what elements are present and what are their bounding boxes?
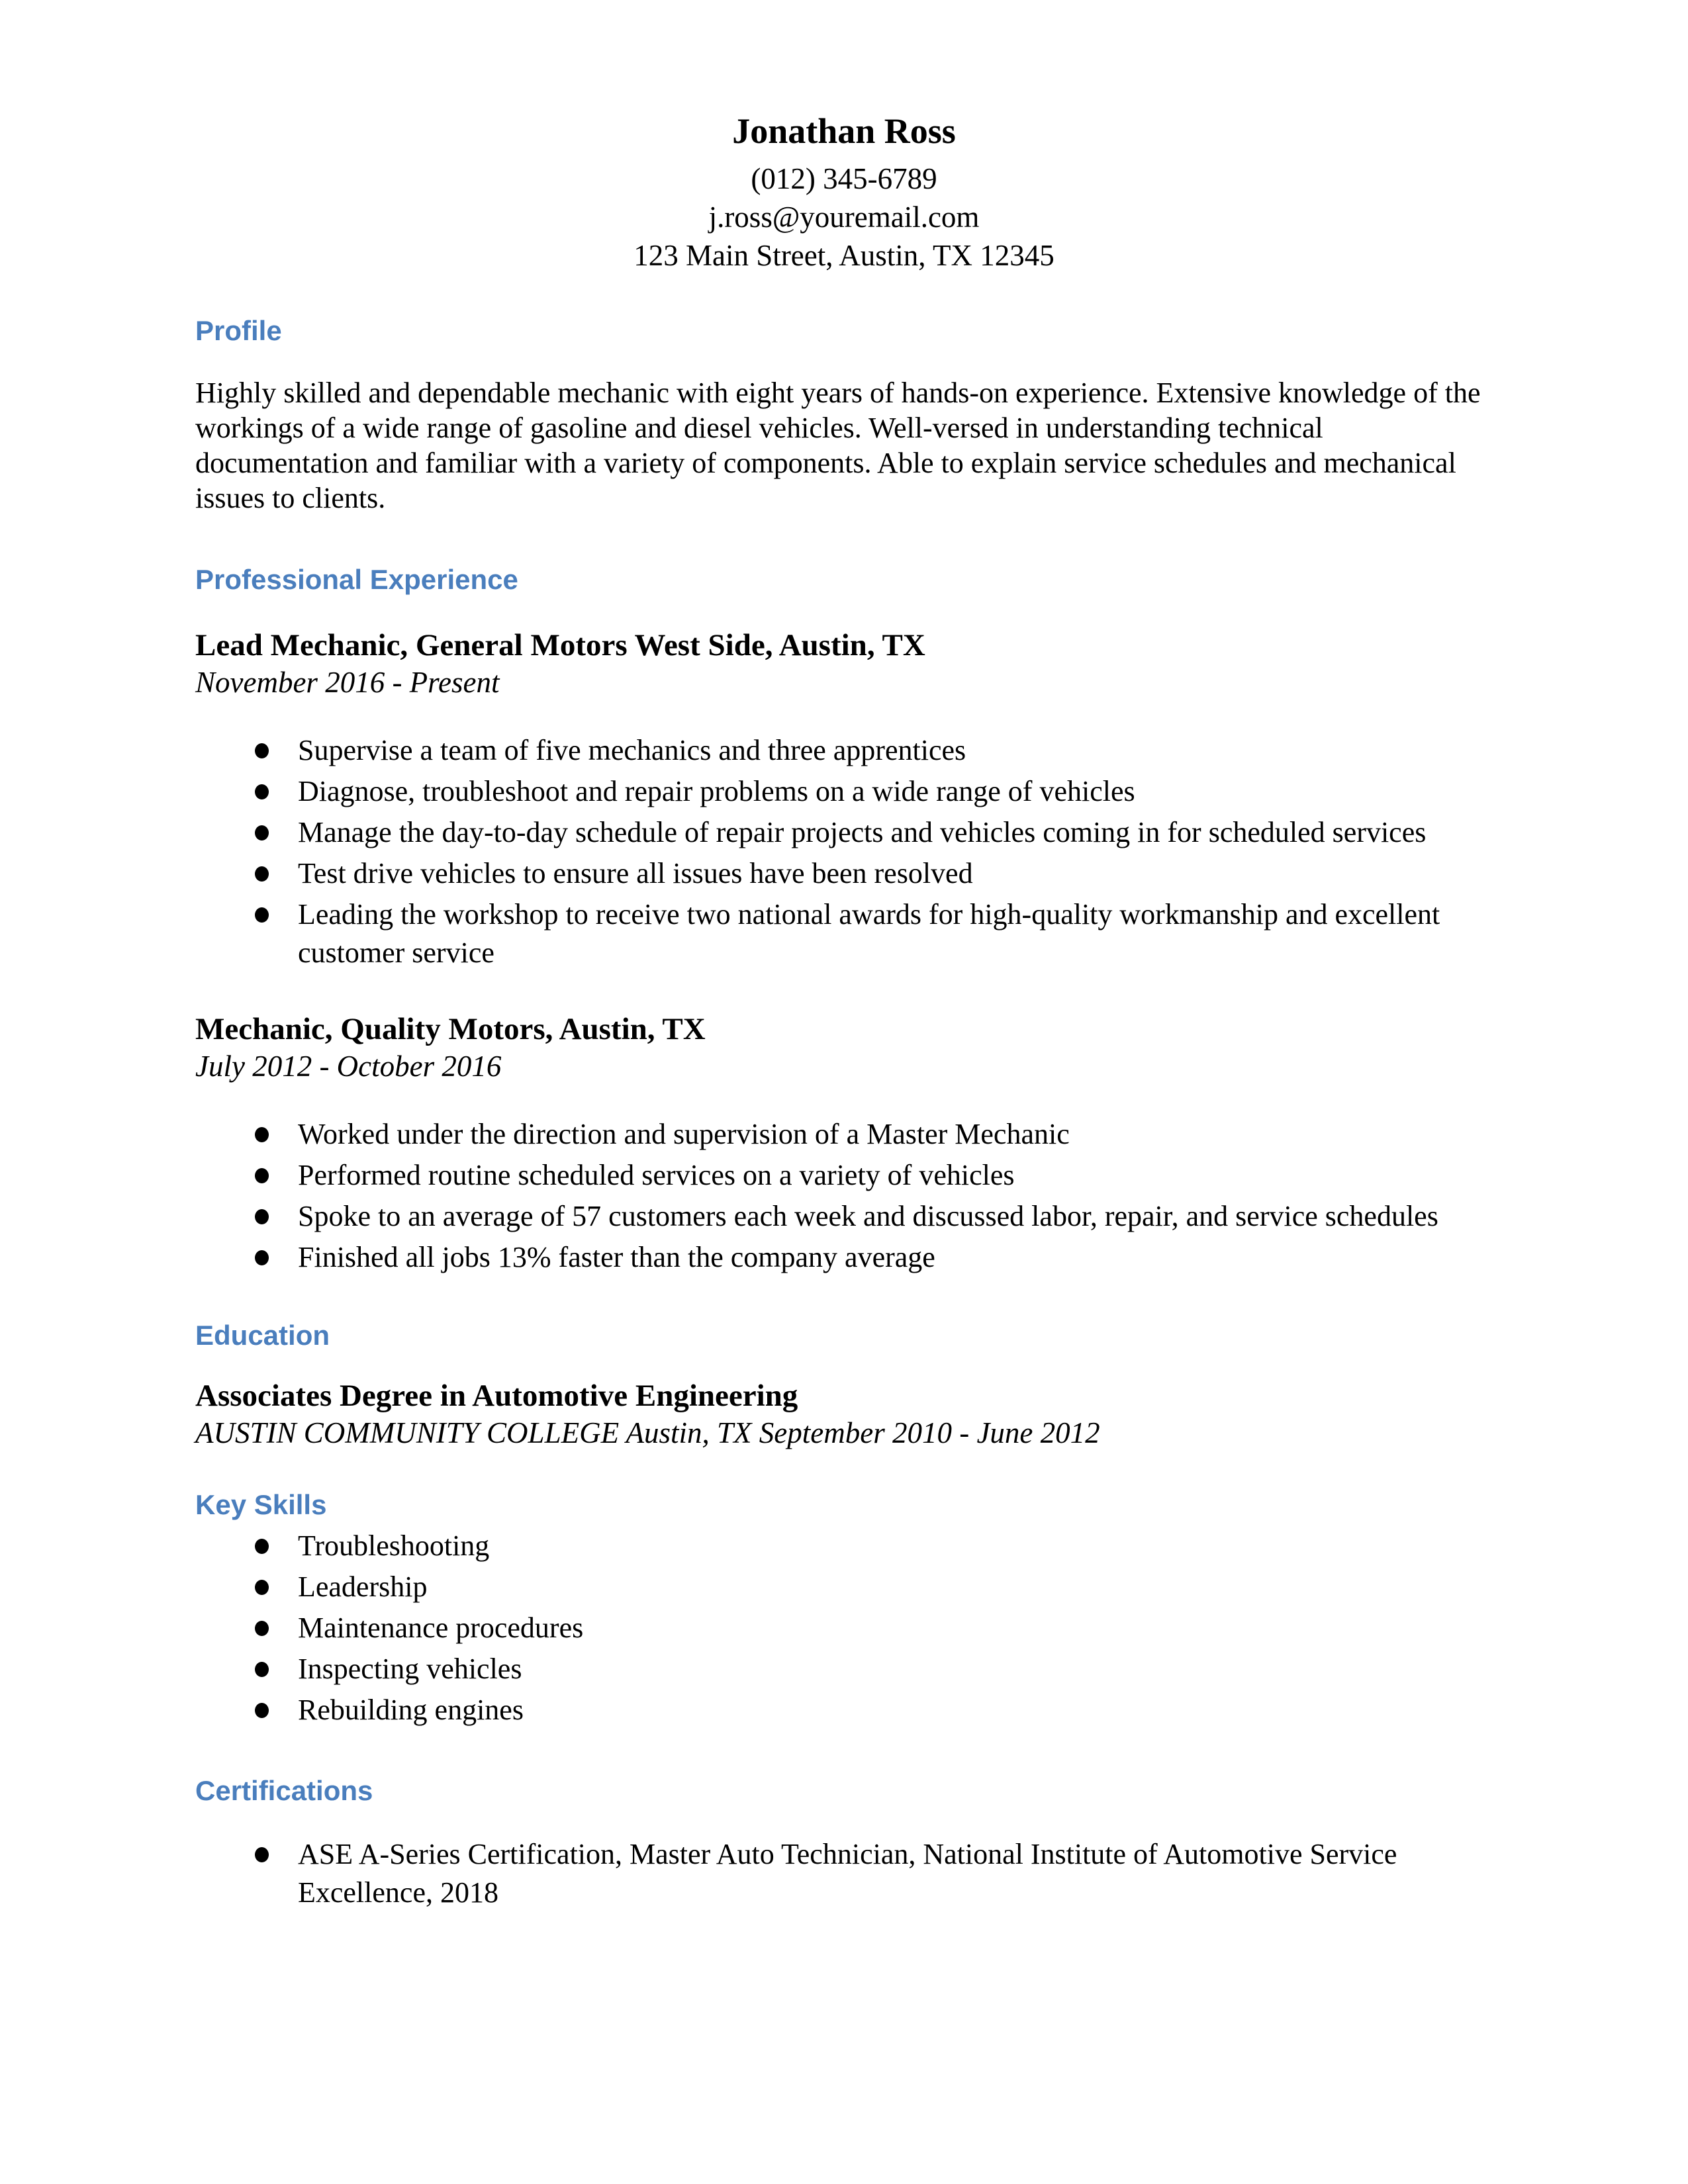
bullet-item: Diagnose, troubleshoot and repair problems on a wide range of vehicles	[298, 772, 1493, 811]
section-experience	[195, 563, 1493, 1277]
school-line: AUSTIN COMMUNITY COLLEGE Austin, TX September 2010 - June 2012	[195, 1416, 1100, 1449]
phone-text: (012) 345-6789	[751, 162, 937, 195]
certification-item: ASE A-Series Certification, Master Auto Technician, National Institute of Automotive Service Excellence, 2018	[298, 1835, 1493, 1912]
job-bullet-list	[195, 1115, 1493, 1277]
section-profile	[195, 314, 1493, 516]
degree-title: Associates Degree in Automotive Engineering	[195, 1379, 798, 1413]
bullet-item: Manage the day-to-day schedule of repair projects and vehicles coming in for scheduled services	[298, 813, 1493, 852]
bullet-item: Supervise a team of five mechanics and three apprentices	[298, 731, 1493, 770]
skill-item: Rebuilding engines	[298, 1691, 1493, 1729]
bullet-item: Worked under the direction and supervision of a Master Mechanic	[298, 1115, 1493, 1154]
resume-header	[195, 109, 1493, 275]
bullet-item: Performed routine scheduled services on a variety of vehicles	[298, 1156, 1493, 1195]
job-title: Mechanic, Quality Motors, Austin, TX	[195, 1012, 706, 1046]
bullet-item: Leading the workshop to receive two national awards for high-quality workmanship and excellent customer service	[298, 895, 1493, 972]
experience-heading: Professional Experience	[195, 564, 518, 595]
job-dates: November 2016 - Present	[195, 666, 500, 699]
bullet-item: Finished all jobs 13% faster than the company average	[298, 1238, 1493, 1277]
job-dates: July 2012 - October 2016	[195, 1050, 502, 1083]
email-text: j.ross@youremail.com	[708, 201, 980, 234]
skill-item: Leadership	[298, 1568, 1493, 1606]
profile-heading: Profile	[195, 315, 282, 346]
bullet-item: Test drive vehicles to ensure all issues have been resolved	[298, 854, 1493, 893]
key-skills-heading: Key Skills	[195, 1489, 327, 1520]
address-text: 123 Main Street, Austin, TX 12345	[633, 239, 1055, 272]
job-bullet-list	[195, 731, 1493, 972]
bullet-item: Spoke to an average of 57 customers each week and discussed labor, repair, and service schedules	[298, 1197, 1493, 1236]
certifications-list	[195, 1835, 1493, 1912]
section-education	[195, 1319, 1493, 1451]
skills-list	[195, 1527, 1493, 1729]
skill-item: Inspecting vehicles	[298, 1650, 1493, 1688]
skill-item: Maintenance procedures	[298, 1609, 1493, 1647]
job-entry	[195, 627, 1493, 972]
certifications-heading: Certifications	[195, 1775, 373, 1806]
education-heading: Education	[195, 1320, 330, 1351]
skill-item: Troubleshooting	[298, 1527, 1493, 1565]
section-certifications	[195, 1774, 1493, 1912]
name-heading: Jonathan Ross	[732, 111, 956, 151]
job-entry	[195, 1011, 1493, 1277]
job-title: Lead Mechanic, General Motors West Side, Austin, TX	[195, 628, 925, 662]
profile-paragraph: Highly skilled and dependable mechanic with eight years of hands-on experience. Extensive knowledge of the workings of a wide range of gasoline and diesel vehicles. Well-versed in understanding technical documentation and familiar with a variety of components. Able to explain service schedules and mechanical issues to clients.	[195, 377, 1481, 514]
section-key-skills	[195, 1488, 1493, 1729]
